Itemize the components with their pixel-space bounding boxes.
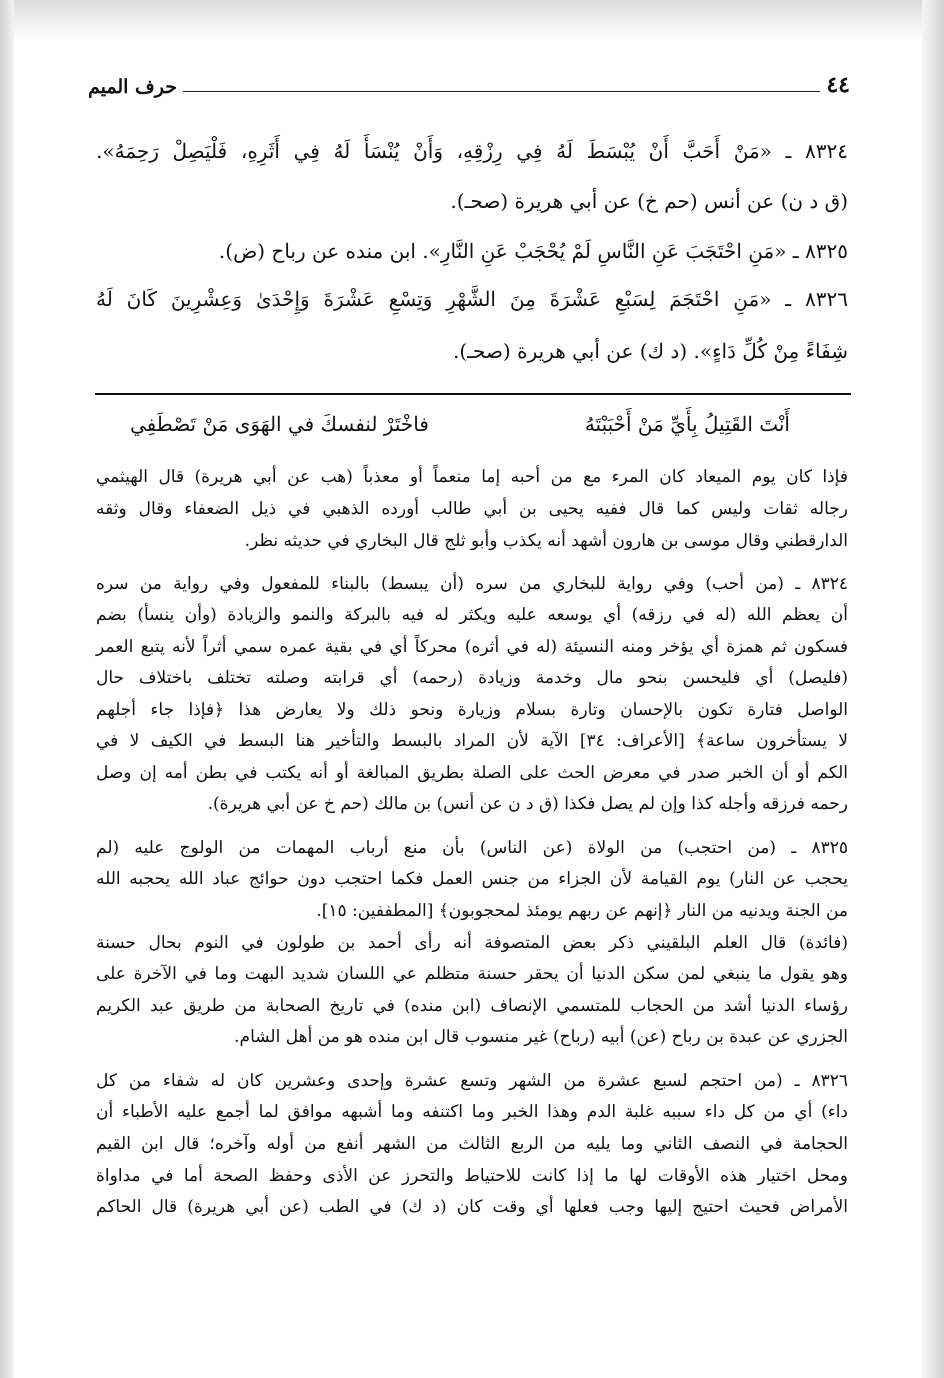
footnote-separator (95, 393, 851, 395)
commentary-line: الأمراض فحيث احتيج إليها وجب فعلها أي وقت كان (د ك) في الطب (عن أبي هريرة) قال الحاكم (96, 1197, 848, 1217)
running-header (88, 68, 850, 98)
hadith-line: ٨٣٢٦ ـ «مَنِ احْتَجَمَ لِسَبْعِ عَشْرَةَ مِنَ الشَّهْرِ وَتِسْعِ عَشْرَةَ وَإِحْدَىٰ وَعِشْرِينَ كَانَ لَهُ (96, 287, 848, 311)
chapter-title: حرف الميم (88, 76, 177, 98)
commentary-line: ٨٣٢٥ ـ (من احتجب) من الولاة (عن الناس) بأن منع أرباب المهمات من الولوج عليه (لم (96, 838, 848, 858)
commentary-line: رؤساء الدنيا أشد من الحجاب للمتسمي الإنصاف (ابن منده) في تاريخ الصحابة من طريق عبد الكريم (96, 996, 848, 1016)
commentary-line: الواصل فتارة تكون بالإحسان وتارة بسلام وزيارة ونحو ذلك ولا يعارض هذا ﴿فإذا جاء أجلهم (96, 700, 848, 720)
commentary-line: من الجنة ويدنيه من النار ﴿إنهم عن ربهم يومئذ لمحجوبون﴾ [المطففين: ١٥]. (316, 901, 848, 921)
hadith-line: ٨٣٢٥ ـ «مَنِ احْتَجَبَ عَنِ النَّاسِ لَمْ يُحْجَبْ عَنِ النَّارِ». ابن منده عن رباح (ض). (218, 239, 848, 263)
commentary-line: لا يستأخرون ساعة﴾ [الأعراف: ٣٤] الآية لأن المراد بالبسط والتأخير هنا البسط في الكيف لا في (96, 731, 848, 751)
commentary-line: الدارقطني وقال موسى بن هارون أشهد أنه يكذب وأبو ثلج قال البخاري في حديثه نظر. (244, 531, 848, 551)
commentary-line: (فليصل) أي فليحسن بنحو مال وخدمة وزيادة (رحمه) أي قرابته وصلته تختلف باختلاف حال (96, 668, 848, 688)
verse-first-hemistich: أَنْتَ القَتِيلُ بِأَيِّ مَنْ أَحْبَبْتَهُ (584, 412, 790, 436)
scan-edge-right (922, 0, 944, 1378)
commentary-line: ٨٣٢٤ ـ (من أحب) وفي رواية للبخاري من سره (أن يبسط) بالبناء للمفعول وفي رواية من سره (96, 574, 848, 594)
commentary-line: داء) أي من كل داء سببه غلبة الدم وهذا الخبر وما اكتنفه وما أشبهه موافق لما أجمع عليه الأطباء أن (96, 1102, 848, 1122)
commentary-line: يحجب عن النار) يوم القيامة لأن الجزاء من جنس العمل فكما احتجب دون حوائج عباد الله يحجبه الله (96, 869, 848, 889)
commentary-line: ومحل اختيار هذه الأوقات لها ما إذا كانت للاحتياط والتحرز عن الأذى وحفظ الصحة أما في مداواة (96, 1166, 848, 1186)
commentary-line: أن يعظم الله (له في رزقه) أي يوسعه عليه ويكثر له فيه بالبركة والنمو والزيادة (وأن ينسأ) بضم (96, 605, 848, 625)
poetry-verse (130, 412, 790, 436)
commentary-line: (فائدة) قال العلم البلقيني ذكر بعض المتصوفة أنه رأى أحمد بن طولون في النوم بحال حسنة (96, 933, 848, 953)
header-rule (183, 91, 820, 92)
scan-edge-top (0, 0, 944, 40)
commentary-line: الجزري عن عبدة بن رباح (عن) أبيه (رباح) غير منسوب قال ابن منده هو من أهل الشام. (234, 1027, 848, 1047)
hadith-line: (ق د ن) عن أنس (حم خ) عن أبي هريرة (صحـ). (450, 189, 848, 213)
hadith-line: شِفَاءً مِنْ كُلِّ دَاءٍ». (د ك) عن أبي هريرة (صحـ). (453, 339, 848, 363)
hadith-line: ٨٣٢٤ ـ «مَنْ أَحَبَّ أَنْ يُبْسَطَ لَهُ فِي رِزْقِهِ، وَأَنْ يُنْسَأَ لَهُ فِي أَثَرِهِ، فَلْيَصِلْ رَحِمَهُ». (96, 139, 848, 163)
commentary-line: الكم أو أن الخبر صدر في معرض الحث على الصلة بطريق المبالغة أو أنه يكتب في بطن أمه إن وصل (96, 763, 848, 783)
scan-edge-left (0, 0, 14, 1378)
verse-second-hemistich: فاخْتَرْ لنفسكَ في الهَوَى مَنْ تَصْطَفِي (130, 412, 429, 436)
commentary-line: فسكون ثم همزة أي يؤخر ومنه النسيئة (له في أثره) محركاً أي في بقية عمره سمي أثراً لأنه يتبع العمر (96, 637, 848, 657)
commentary-line: رجاله ثقات وليس كما قال ففيه يحيى بن أبي طالب أورده الذهبي في ذيل الضعفاء وقال وثقه (96, 499, 848, 519)
commentary-line: الحجامة في النصف الثاني وما يليه من الربع الثالث من الشهر أنفع من أوله وآخره؛ قال ابن القيم (96, 1134, 848, 1154)
commentary-line: ٨٣٢٦ ـ (من احتجم لسبع عشرة من الشهر وتسع عشرة وإحدى وعشرين كان له شفاء من كل (96, 1071, 848, 1091)
commentary-line: وهو يقول ما ينبغي لمن سكن الدنيا أن يحقر حسنة متظلم عي اللسان شديد البهت وما في الآخرة على (96, 964, 848, 984)
commentary-line: رحمه فرزقه وأجله كذا وإن لم يصل فكذا (ق د ن عن أنس) بن مالك (حم خ عن أبي هريرة). (207, 794, 848, 814)
page-number: ٤٤ (826, 72, 850, 98)
commentary-line: فإذا كان يوم الميعاد كان المرء مع من أحبه إما منعماً أو معذباً (هب عن أبي هريرة) قال الهيثمي (96, 467, 848, 487)
